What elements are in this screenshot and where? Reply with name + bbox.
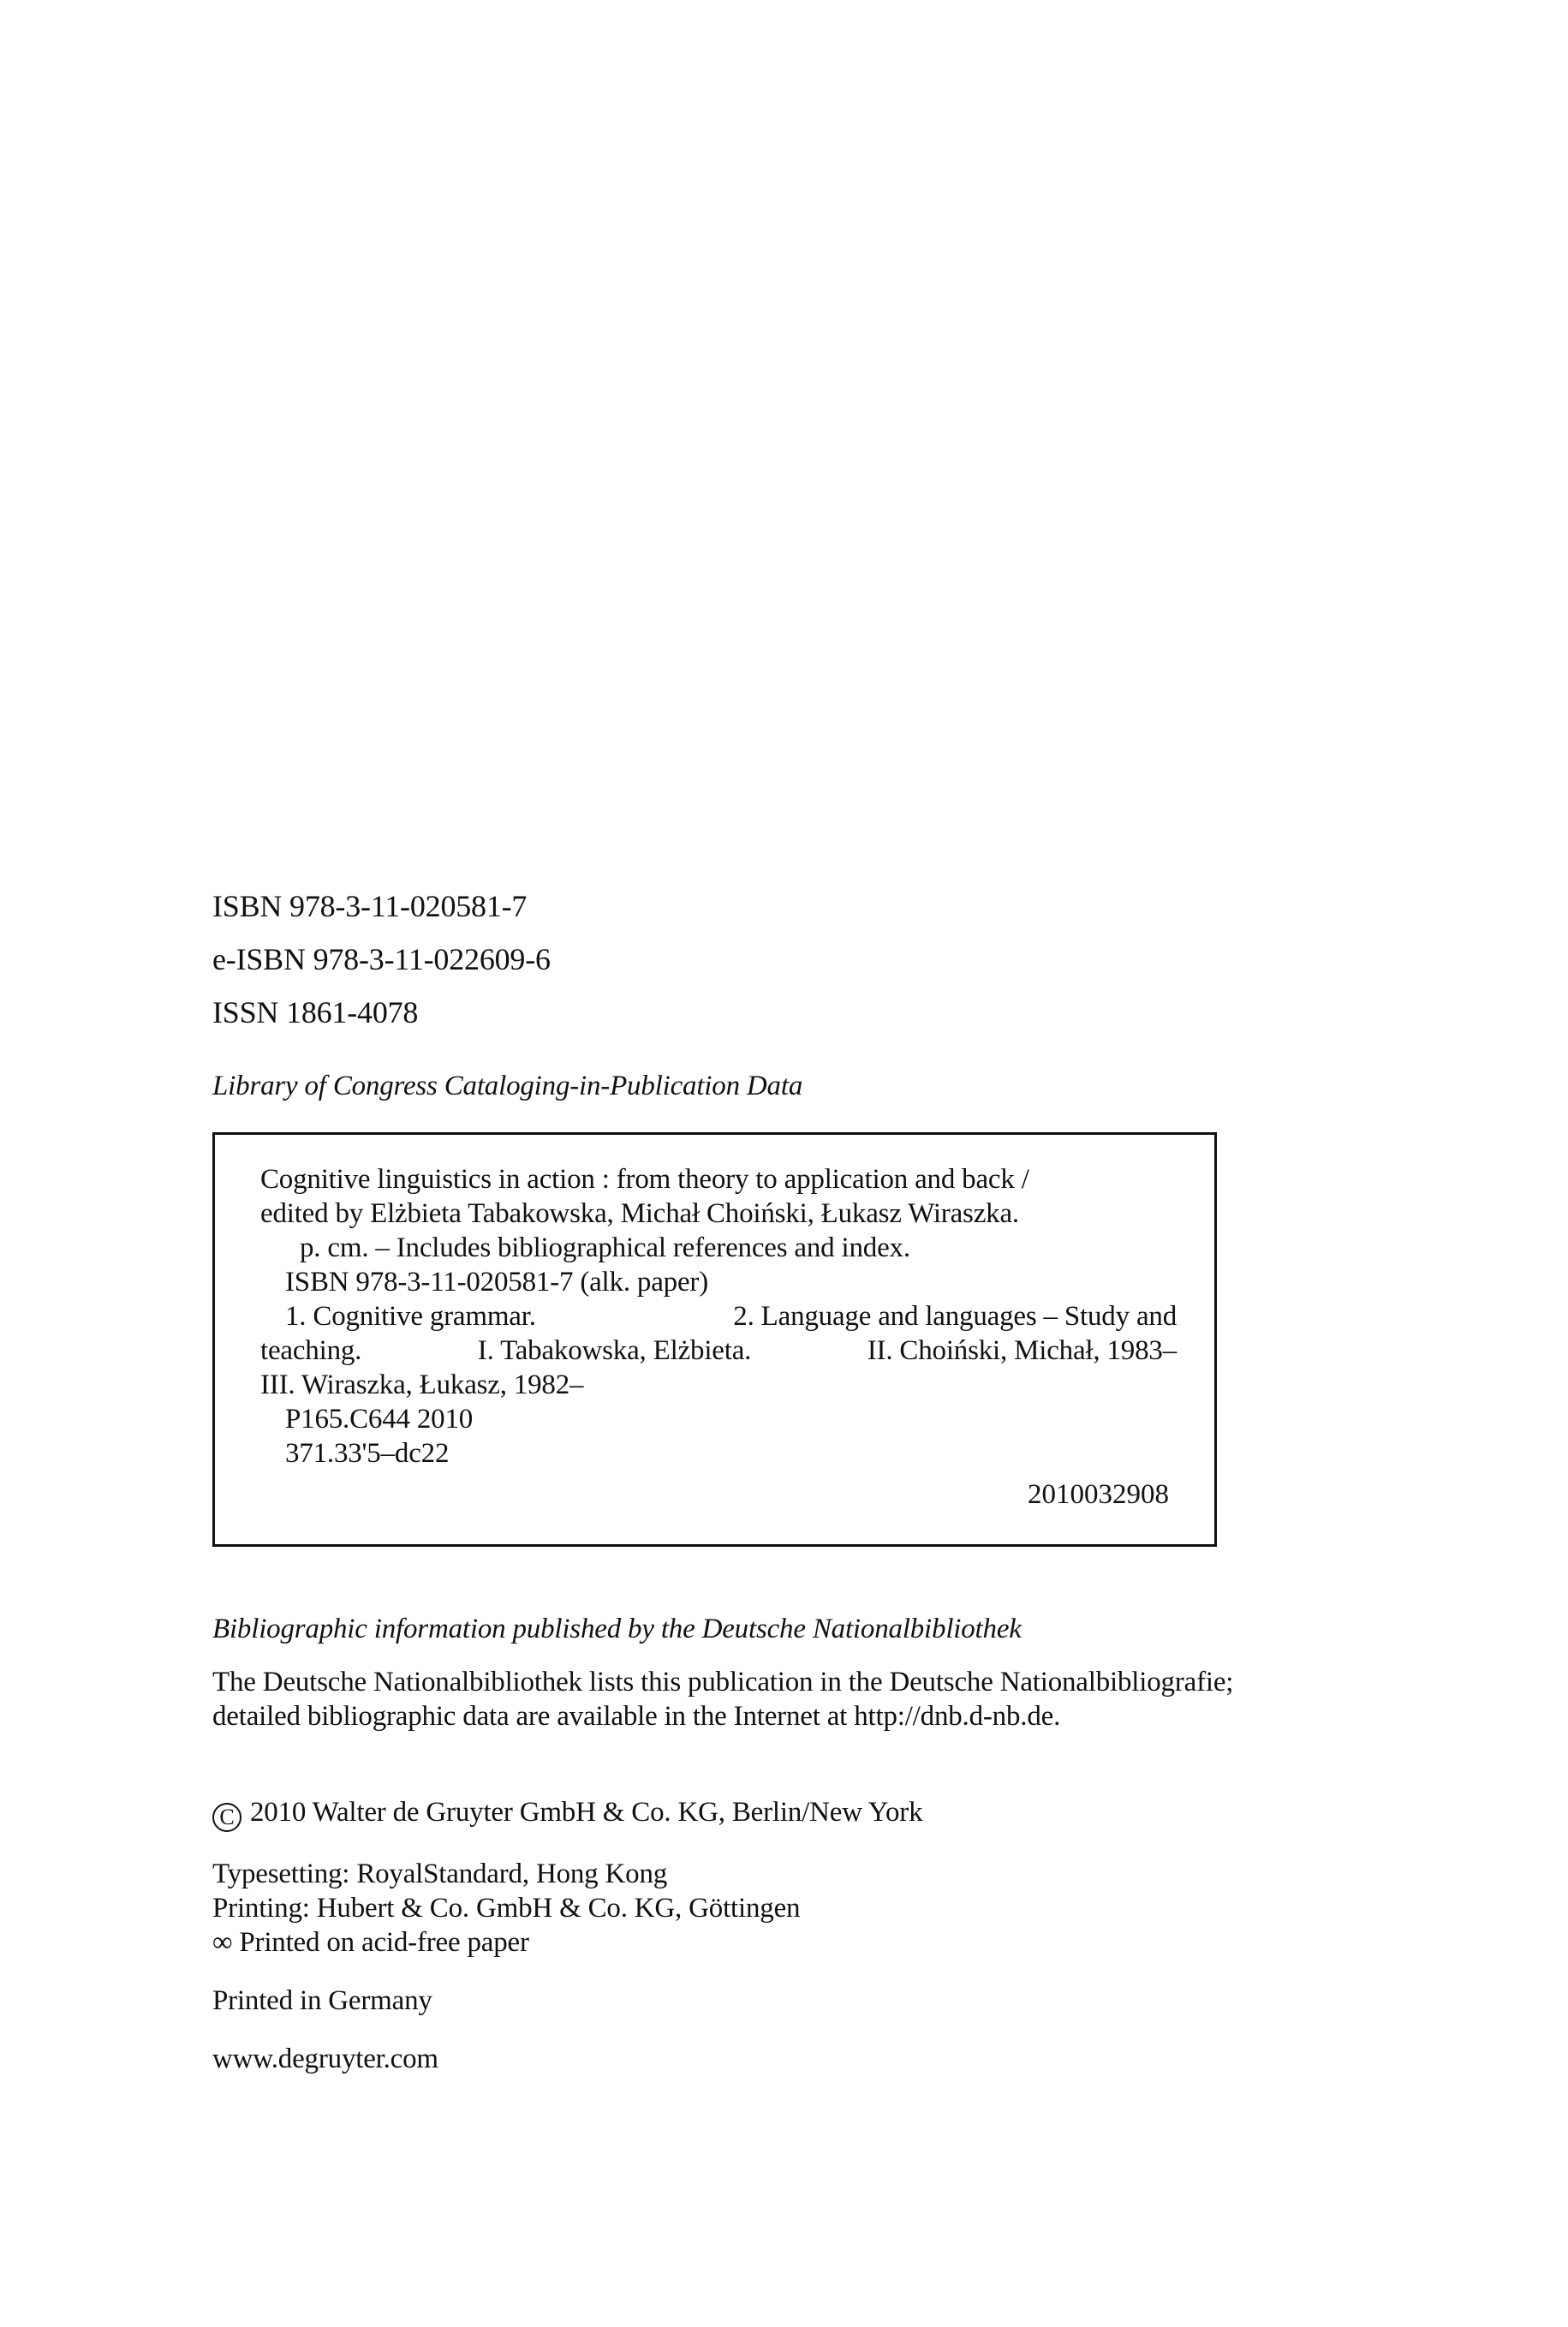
- website-line: www.degruyter.com: [212, 2044, 438, 2074]
- cip-subject-1: 1. Cognitive grammar.: [285, 1301, 536, 1332]
- issn-line: ISSN 1861-4078: [212, 995, 419, 1029]
- copyright-text: 2010 Walter de Gruyter GmbH & Co. KG, Berlin/New York: [250, 1797, 923, 1828]
- cip-title-line: Cognitive linguistics in action : from theory to application and back /: [260, 1164, 1029, 1195]
- cip-added-entries-line: [260, 1334, 1177, 1368]
- cip-call-number: P165.C644 2010: [285, 1404, 474, 1435]
- typesetting-line: Typesetting: RoyalStandard, Hong Kong: [212, 1859, 668, 1889]
- cip-added-entry-2: II. Choiński, Michał, 1983–: [867, 1335, 1177, 1366]
- copyright-line: [212, 1795, 922, 1832]
- cip-subject-2: 2. Language and languages – Study and: [733, 1301, 1177, 1332]
- dnb-line-1: The Deutsche Nationalbibliothek lists this publication in the Deutsche Nationalbibliografie;: [212, 1667, 1234, 1698]
- dnb-heading: Bibliographic information published by the Deutsche Nationalbibliothek: [212, 1614, 1022, 1644]
- cip-subjects-line: [285, 1299, 1177, 1334]
- dnb-line-2: detailed bibliographic data are available in the Internet at http://dnb.d-nb.de.: [212, 1701, 1061, 1732]
- acid-free-paper-line: ∞ Printed on acid-free paper: [212, 1927, 529, 1958]
- eisbn-line: e-ISBN 978-3-11-022609-6: [212, 942, 551, 976]
- cip-isbn-line: ISBN 978-3-11-020581-7 (alk. paper): [285, 1267, 708, 1298]
- cip-data-box: [212, 1132, 1217, 1547]
- printed-in-line: Printed in Germany: [212, 1985, 432, 2016]
- cip-added-entry-1: I. Tabakowska, Elżbieta.: [477, 1335, 752, 1366]
- cip-dewey-number: 371.33'5–dc22: [285, 1438, 450, 1469]
- loc-heading: Library of Congress Cataloging-in-Publication Data: [212, 1071, 803, 1101]
- cip-physical-line: p. cm. – Includes bibliographical references and index.: [300, 1232, 910, 1263]
- cip-control-number: 2010032908: [1028, 1479, 1169, 1510]
- cip-editors-line: edited by Elżbieta Tabakowska, Michał Choiński, Łukasz Wiraszka.: [260, 1198, 1019, 1229]
- cip-teaching: teaching.: [260, 1335, 362, 1366]
- isbn-line: ISBN 978-3-11-020581-7: [212, 889, 528, 923]
- printing-line: Printing: Hubert & Co. GmbH & Co. KG, Göttingen: [212, 1893, 801, 1924]
- cip-added-entry-3: III. Wiraszka, Łukasz, 1982–: [260, 1369, 584, 1400]
- copyright-icon: C: [212, 1803, 241, 1832]
